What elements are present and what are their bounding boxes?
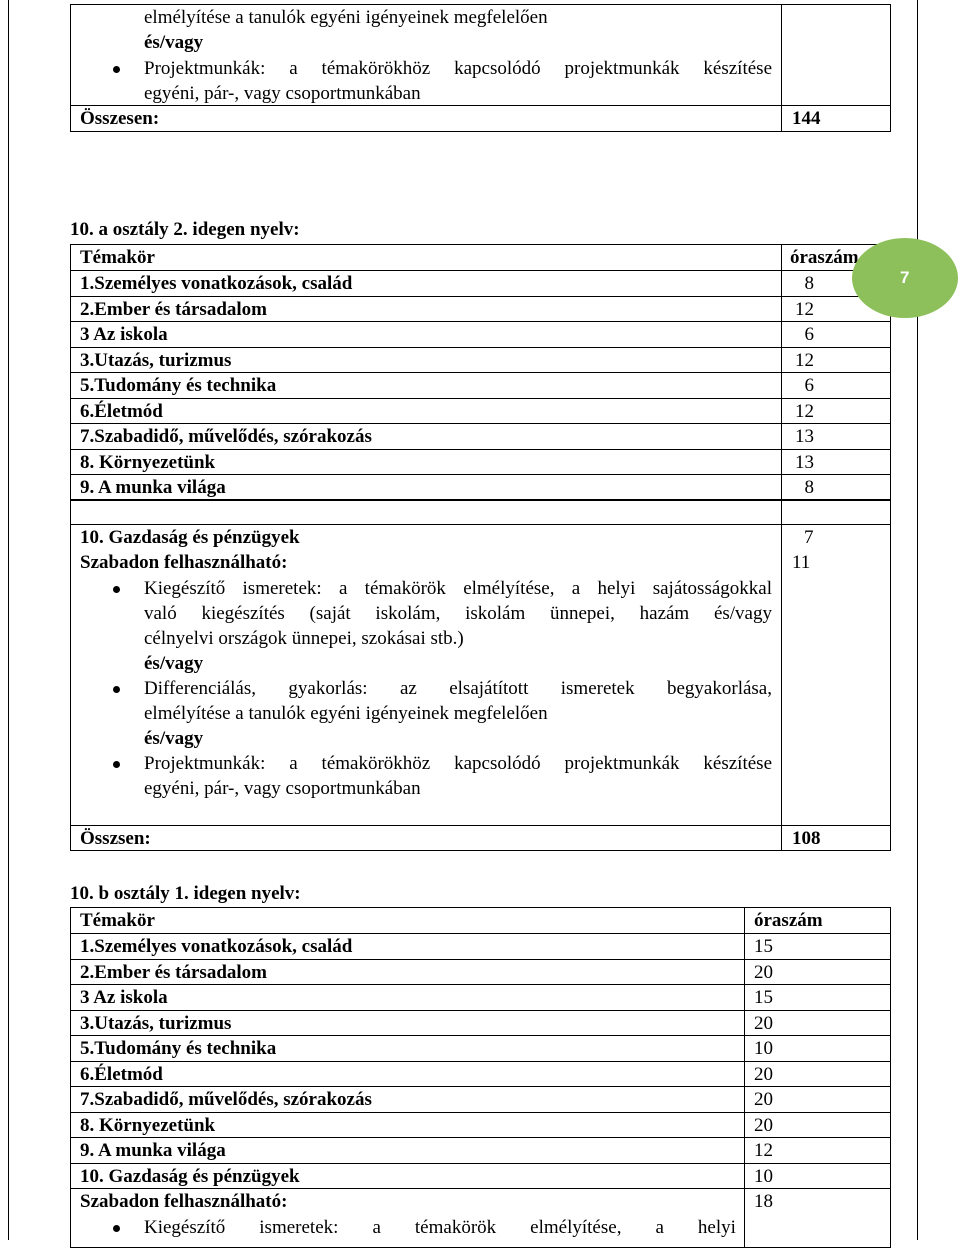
section2-free-hours: 18: [754, 1191, 773, 1212]
section1-row-topic: 7.Szabadidő, művelődés, szórakozás: [80, 426, 372, 447]
section2-header-topic-cell: [70, 907, 745, 934]
bullet-icon: [113, 761, 120, 768]
section1-b1-line1: Kiegészítő ismeretek: a témakörök elmélyítése, a helyi sajátosságokkal: [144, 578, 772, 599]
section2-row-hours: 20: [754, 1114, 773, 1136]
section1-row-hours: 6: [804, 375, 814, 396]
section1-row-topic: 6.Életmód: [80, 400, 163, 422]
section2-row-hours: 12: [754, 1140, 773, 1161]
section1-row-topic: 3 Az iskola: [80, 324, 168, 345]
section2-b1-word: ismeretek:: [259, 1217, 339, 1238]
section2-row-hours: 10: [754, 1038, 773, 1059]
section0-hours-cell: [781, 4, 891, 106]
section2-col-topic: Témakör: [80, 910, 155, 931]
section0-total-label: Összesen:: [80, 108, 160, 129]
section2-row-hours: 15: [754, 936, 773, 957]
section1-col-hours: óraszám: [790, 247, 859, 268]
section1-total-label: Összsen:: [80, 828, 151, 849]
section2-b1-word: a: [372, 1217, 381, 1238]
section1-row-hours: 12: [795, 349, 814, 371]
section1-row-hours: 8: [804, 477, 814, 498]
bullet-icon: [113, 66, 120, 73]
section1-heading: 10. a osztály 2. idegen nyelv:: [70, 219, 300, 240]
section1-row-topic-cell: [70, 321, 782, 348]
section1-row-topic: 2.Ember és társadalom: [80, 298, 267, 320]
section2-row-topic: 9. A munka világa: [80, 1140, 226, 1161]
section1-header-topic-cell: [70, 244, 782, 271]
section2-col-hours: óraszám: [754, 910, 823, 931]
section1-row-topic: 3.Utazás, turizmus: [80, 349, 232, 371]
section1-b2-line1: Differenciálás, gyakorlás: az elsajátított ismeretek begyakorlása,: [144, 678, 772, 699]
section2-row-hours: 20: [754, 1063, 773, 1085]
section2-b1-word: helyi: [697, 1217, 736, 1238]
section1-row10-hours: 7: [804, 527, 814, 548]
section1-free-hours: 11: [792, 552, 811, 573]
section0-and: és/vagy: [144, 32, 204, 53]
section0-proj-line2: egyéni, pár-, vagy csoportmunkában: [144, 83, 421, 104]
section1-and2: és/vagy: [144, 728, 204, 749]
section0-total-value: 144: [792, 108, 821, 129]
section2-row-hours: 15: [754, 987, 773, 1008]
section2-row-topic: 6.Életmód: [80, 1063, 163, 1085]
section1-row-topic: 8. Környezetünk: [80, 451, 216, 473]
section1-row-topic: 1.Személyes vonatkozások, család: [80, 273, 353, 294]
section1-free-label: Szabadon felhasználható:: [80, 552, 288, 573]
section1-row-hours: 12: [795, 400, 814, 422]
page-number-badge: [852, 238, 958, 318]
section1-total-label-cell: [70, 825, 782, 851]
section2-row-hours: 20: [754, 1012, 773, 1034]
section2-row-topic-cell: [70, 1061, 745, 1088]
section2-row-topic: 8. Környezetünk: [80, 1114, 216, 1136]
section1-b1-line3: célnyelvi országok ünnepei, szokásai stb.): [144, 628, 464, 649]
section1-empty-topic-cell: [70, 499, 782, 525]
section2-row-topic: 3 Az iskola: [80, 987, 168, 1008]
bullet-icon: [113, 586, 120, 593]
bullet-icon: [113, 1225, 120, 1232]
section2-row-topic: 3.Utazás, turizmus: [80, 1012, 232, 1034]
section2-b1-partial-line: [144, 1215, 736, 1240]
page-number: 7: [900, 268, 910, 287]
section1-and1: és/vagy: [144, 653, 204, 674]
section1-row-topic: 5.Tudomány és technika: [80, 375, 277, 396]
section1-row10-topic: 10. Gazdaság és pénzügyek: [80, 527, 300, 548]
section2-row-hours: 10: [754, 1165, 773, 1187]
section1-row-topic: 9. A munka világa: [80, 477, 226, 498]
section1-col-topic: Témakör: [80, 247, 155, 268]
section1-empty-hours-cell: [781, 499, 891, 525]
bullet-icon: [113, 686, 120, 693]
section1-b3-line2: egyéni, pár-, vagy csoportmunkában: [144, 778, 421, 799]
section0-line1: elmélyítése a tanulók egyéni igényeinek megfelelően: [144, 7, 548, 28]
section2-b1-word: témakörök: [414, 1217, 497, 1238]
section2-heading: 10. b osztály 1. idegen nyelv:: [70, 883, 301, 904]
section2-free-label: Szabadon felhasználható:: [80, 1191, 288, 1212]
section2-row-topic: 1.Személyes vonatkozások, család: [80, 936, 353, 957]
section1-row-topic-cell: [70, 398, 782, 425]
section2-row-topic-cell: [70, 984, 745, 1011]
section1-row-hours: 12: [795, 298, 814, 320]
section1-row-hours: 13: [795, 426, 814, 447]
section1-b1-line2: való kiegészítés (saját iskolám, iskolám ünnepei, hazám és/vagy: [144, 603, 772, 624]
section2-row-hours: 20: [754, 961, 773, 983]
section2-row-topic: 10. Gazdaság és pénzügyek: [80, 1165, 300, 1187]
section1-row-hours: 8: [804, 273, 814, 294]
section2-row-topic: 7.Szabadidő, művelődés, szórakozás: [80, 1089, 372, 1110]
section1-b3-line1: Projektmunkák: a témakörökhöz kapcsolódó projektmunkák készítése: [144, 753, 772, 774]
section1-total-value: 108: [792, 828, 821, 849]
section1-row-hours: 6: [804, 324, 814, 345]
section2-b1-word: Kiegészítő: [144, 1217, 226, 1238]
section1-b2-line2: elmélyítése a tanulók egyéni igényeinek megfelelően: [144, 703, 548, 724]
section2-b1-word: a: [655, 1217, 664, 1238]
section1-row-hours: 13: [795, 451, 814, 473]
section2-row-hours: 20: [754, 1089, 773, 1110]
section2-b1-word: elmélyítése,: [530, 1217, 622, 1238]
section2-row-topic: 5.Tudomány és technika: [80, 1038, 277, 1059]
section0-proj-line1: Projektmunkák: a témakörökhöz kapcsolódó projektmunkák készítése: [144, 58, 772, 79]
section0-total-label-cell: [70, 105, 782, 132]
section2-row-topic: 2.Ember és társadalom: [80, 961, 267, 983]
